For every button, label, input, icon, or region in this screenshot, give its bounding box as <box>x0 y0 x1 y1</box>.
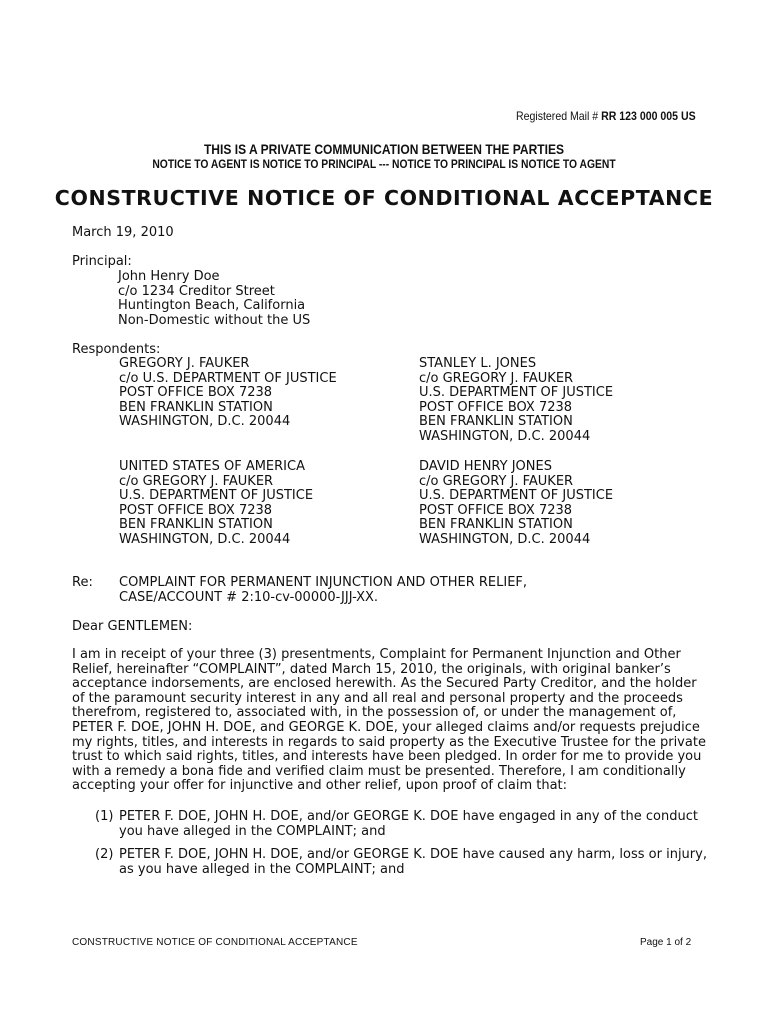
principal-line: c/o 1234 Creditor Street <box>118 283 275 299</box>
footer-page-number: Page 1 of 2 <box>640 937 692 948</box>
principal-line: Huntington Beach, California <box>118 298 306 314</box>
respondent-line: GREGORY J. FAUKER <box>119 356 250 371</box>
respondent-line: POST OFFICE BOX 7238 <box>419 502 573 518</box>
condition-line: PETER F. DOE, JOHN H. DOE, and/or GEORGE K. DOE have caused any harm, loss or injury, <box>119 847 707 862</box>
respondent-line: DAVID HENRY JONES <box>419 459 552 474</box>
body-line: acceptance indorsements, are enclosed herewith. As the Secured Party Creditor, and the holder <box>72 676 697 692</box>
respondent-line: POST OFFICE BOX 7238 <box>419 399 573 415</box>
respondent-line: BEN FRANKLIN STATION <box>419 517 573 533</box>
condition-item <box>119 848 707 877</box>
respondent-line: U.S. DEPARTMENT OF JUSTICE <box>119 488 314 504</box>
condition-line: as you have alleged in the COMPLAINT; and <box>119 861 405 877</box>
registered-mail-line <box>516 109 696 123</box>
body-line: trust to which said rights, titles, and interests have been pledged. In order for me to provide you <box>72 749 702 765</box>
re-line: CASE/ACCOUNT # 2:10-cv-00000-JJJ-XX. <box>119 589 379 605</box>
body-line: my rights, titles, and interests in regards to said property as the Executive Trustee for the private <box>72 734 706 750</box>
footer-document-title: CONSTRUCTIVE NOTICE OF CONDITIONAL ACCEPTANCE <box>72 937 358 948</box>
condition-number: (2) <box>95 847 114 862</box>
respondents-label: Respondents: <box>72 342 161 357</box>
condition-number: (1) <box>95 809 114 824</box>
condition-item <box>119 810 698 839</box>
re-label: Re: <box>72 575 93 590</box>
salutation: Dear GENTLEMEN: <box>72 619 193 634</box>
respondent-line: BEN FRANKLIN STATION <box>119 399 273 415</box>
respondent-line: POST OFFICE BOX 7238 <box>119 385 273 401</box>
respondent-line: BEN FRANKLIN STATION <box>119 517 273 533</box>
respondent-line: c/o GREGORY J. FAUKER <box>119 473 274 489</box>
body-paragraph <box>72 647 706 794</box>
respondent-line: BEN FRANKLIN STATION <box>419 414 573 430</box>
respondent-line: U.S. DEPARTMENT OF JUSTICE <box>419 385 614 401</box>
private-communication-heading: THIS IS A PRIVATE COMMUNICATION BETWEEN THE PARTIES <box>203 141 565 157</box>
principal-label: Principal: <box>72 254 132 269</box>
body-line: therefrom, registered to, associated with, in the possession of, or under the management of, <box>72 705 677 721</box>
respondent-line: UNITED STATES OF AMERICA <box>119 459 305 474</box>
document-date: March 19, 2010 <box>72 225 174 240</box>
agent-notice-heading: NOTICE TO AGENT IS NOTICE TO PRINCIPAL --- NOTICE TO PRINCIPAL IS NOTICE TO AGENT <box>152 157 616 171</box>
respondent-address <box>419 357 613 445</box>
principal-address <box>118 270 310 328</box>
respondent-line: c/o U.S. DEPARTMENT OF JUSTICE <box>119 370 337 386</box>
re-line: COMPLAINT FOR PERMANENT INJUNCTION AND OTHER RELIEF, <box>119 575 528 590</box>
body-line: with a remedy a bona fide and verified claim must be presented. Therefore, I am conditionally <box>72 763 686 779</box>
respondent-line: STANLEY L. JONES <box>419 356 537 371</box>
registered-mail-prefix: Registered Mail # <box>516 109 602 123</box>
body-line: PETER F. DOE, JOHN H. DOE, and GEORGE K. DOE, your alleged claims and/or requests prejudice <box>72 719 700 735</box>
condition-line: PETER F. DOE, JOHN H. DOE, and/or GEORGE K. DOE have engaged in any of the conduct <box>119 809 698 824</box>
respondent-line: c/o GREGORY J. FAUKER <box>419 370 574 386</box>
principal-line: John Henry Doe <box>118 269 220 284</box>
body-line: I am in receipt of your three (3) presentments, Complaint for Permanent Injunction and Other <box>72 647 681 662</box>
re-subject <box>119 576 527 605</box>
respondent-line: WASHINGTON, D.C. 20044 <box>119 414 291 430</box>
body-line: of the paramount security interest in any and all real and personal property and the proceeds <box>72 690 683 706</box>
respondent-line: U.S. DEPARTMENT OF JUSTICE <box>419 488 614 504</box>
respondent-line: WASHINGTON, D.C. 20044 <box>419 531 591 547</box>
respondent-address <box>419 460 613 548</box>
document-title: CONSTRUCTIVE NOTICE OF CONDITIONAL ACCEPTANCE <box>54 186 714 210</box>
body-line: accepting your offer for injunctive and other relief, upon proof of claim that: <box>72 778 568 794</box>
respondent-address <box>119 460 313 548</box>
respondent-line: c/o GREGORY J. FAUKER <box>419 473 574 489</box>
respondent-line: WASHINGTON, D.C. 20044 <box>419 428 591 444</box>
condition-line: you have alleged in the COMPLAINT; and <box>119 823 386 839</box>
respondent-address <box>119 357 337 430</box>
body-line: Relief, hereinafter “COMPLAINT”, dated March 15, 2010, the originals, with original banker’s <box>72 661 671 677</box>
registered-mail-number: RR 123 000 005 US <box>601 109 696 123</box>
respondent-line: POST OFFICE BOX 7238 <box>119 502 273 518</box>
respondent-line: WASHINGTON, D.C. 20044 <box>119 531 291 547</box>
principal-line: Non-Domestic without the US <box>118 312 311 328</box>
